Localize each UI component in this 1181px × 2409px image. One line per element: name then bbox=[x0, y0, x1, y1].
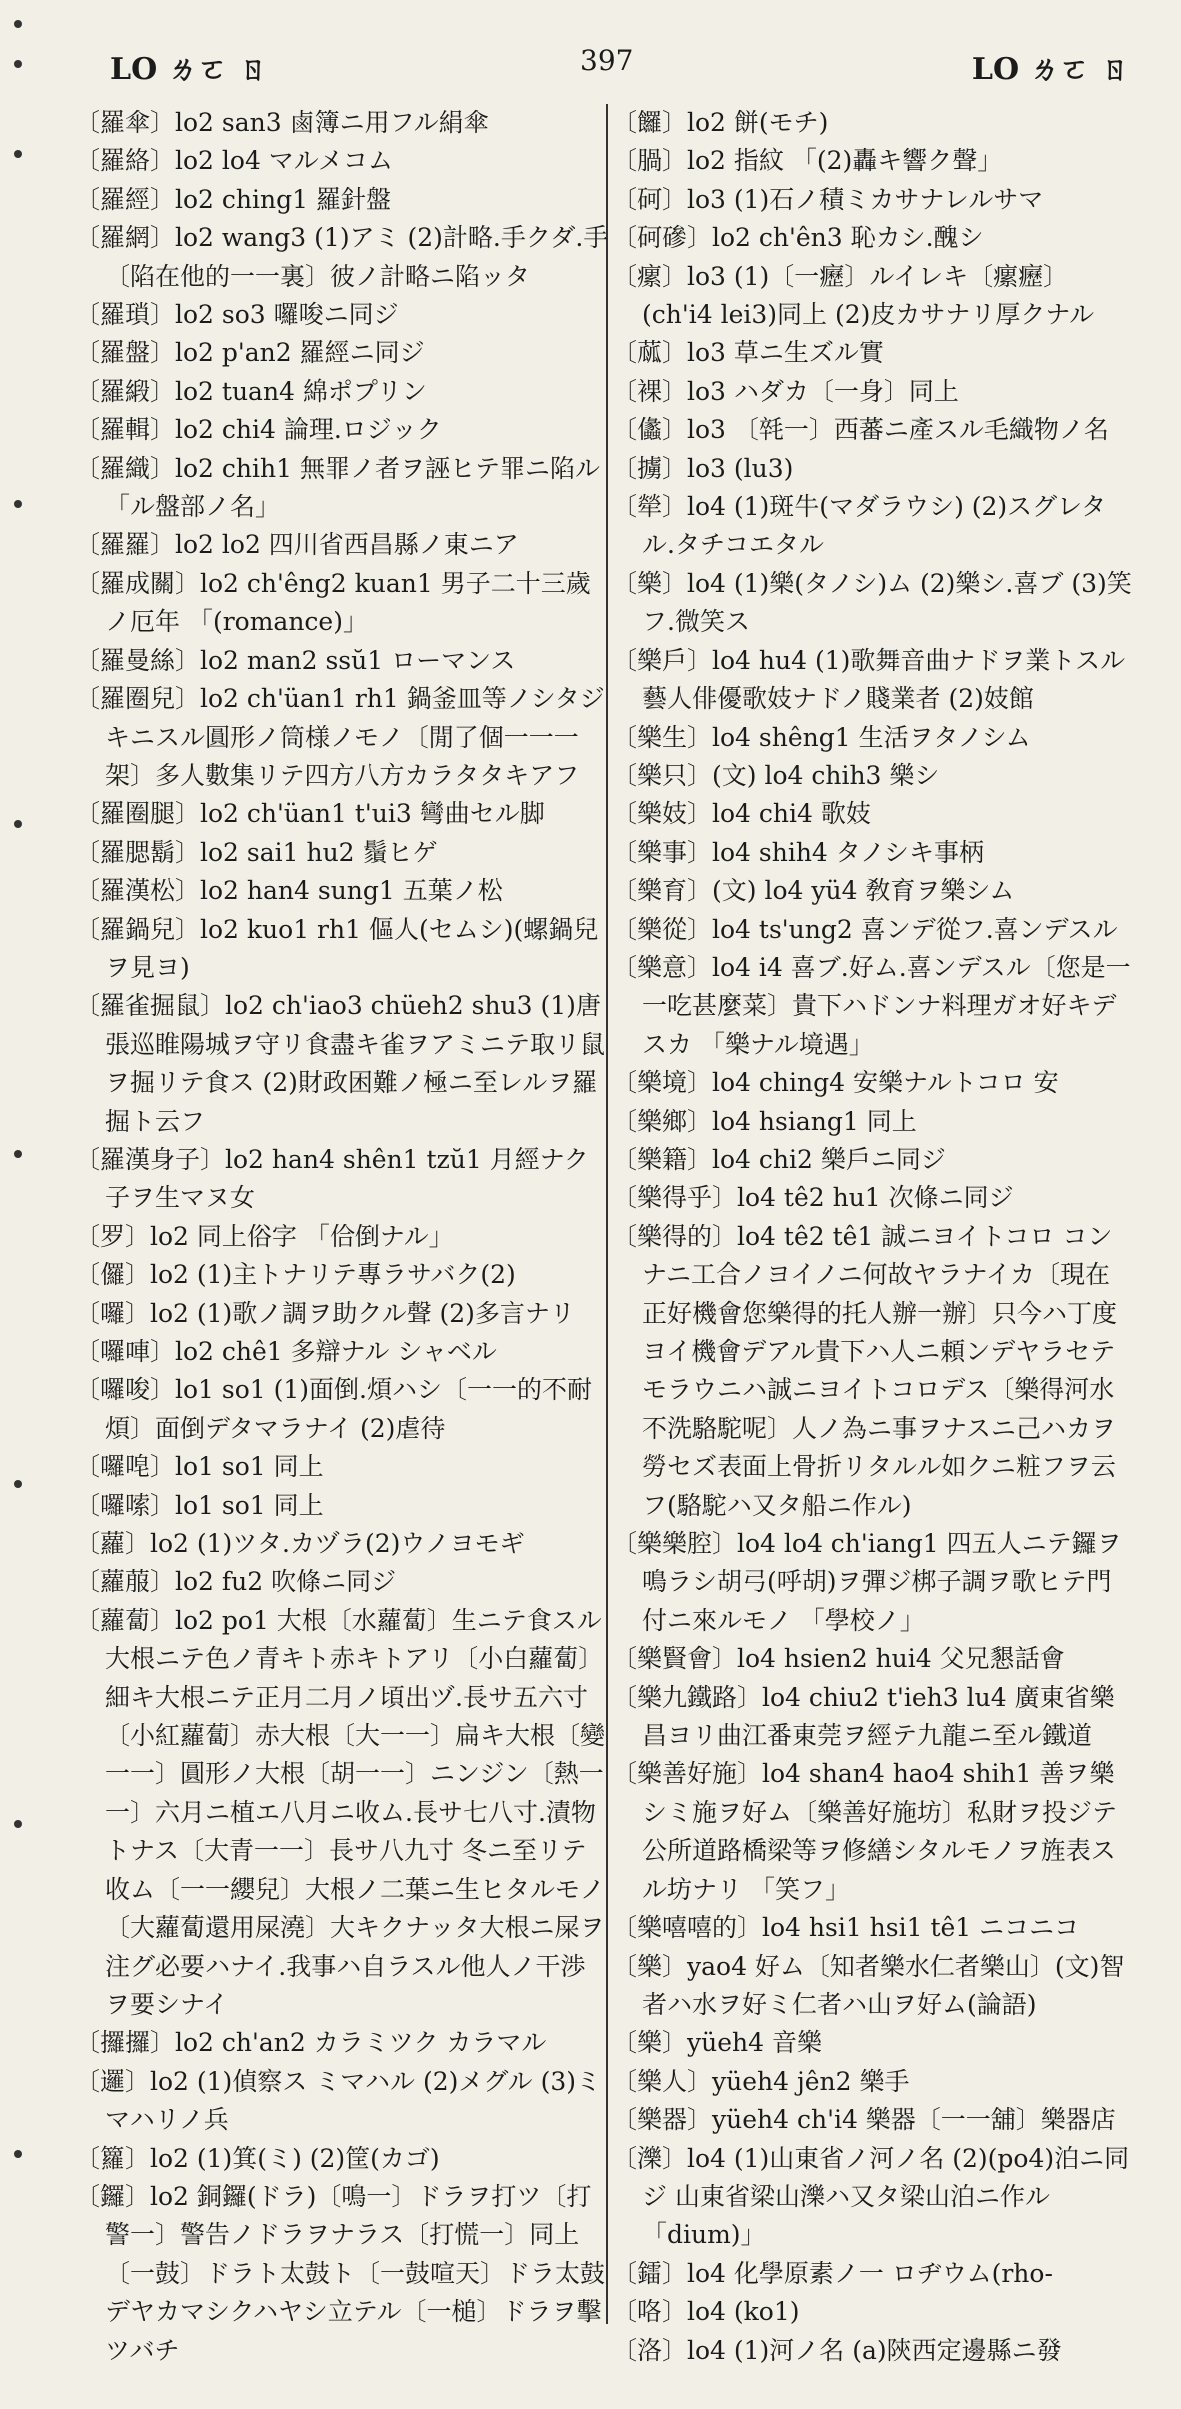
dictionary-entry: 〔羅網〕lo2 wang3 (1)アミ (2)計略.手クダ.手〔陷在他的一一裏〕彼ノ計略ニ陷ッタ bbox=[75, 223, 609, 291]
dictionary-entry: 〔羅織〕lo2 chih1 無罪ノ者ヲ誣ヒテ罪ニ陷ル 「ル盤部ノ名」 bbox=[75, 453, 600, 522]
dictionary-entry: 〔裸〕lo3 ハダカ〔一身〕同上 bbox=[612, 376, 959, 406]
dictionary-entry: 〔樂嘻嘻的〕lo4 hsi1 hsi1 tê1 ニコニコ bbox=[612, 1913, 1080, 1943]
left-column bbox=[75, 104, 610, 2370]
margin-dot bbox=[14, 2150, 22, 2158]
margin-dot bbox=[14, 60, 22, 68]
dictionary-entry: 〔羅鍋兒〕lo2 kuo1 rh1 傴人(セムシ)(螺鍋兒ヲ見ヨ) bbox=[75, 914, 599, 982]
dictionary-entry: 〔樂樂腔〕lo4 lo4 ch'iang1 四五人ニテ鑼ヲ鳴ラシ胡弓(呼胡)ヲ彈ジ梆子調ヲ歌ヒテ門付ニ來ルモノ 「學校ノ」 bbox=[612, 1529, 1122, 1635]
dictionary-entry: 〔擄〕lo3 (lu3) bbox=[612, 453, 794, 483]
dictionary-entry: 〔蘿蔔〕lo2 po1 大根〔水蘿蔔〕生ニテ食スル大根ニテ色ノ青キト赤キトアリ〔小白蘿蔔〕細キ大根ニテ正月二月ノ頃出ヅ.長サ五六寸〔小紅蘿蔔〕赤大根〔大一一〕扁キ大根〔變一一〕圓形ノ大根〔胡一一〕ニンジン〔熱一一〕六月ニ植エ八月ニ收ム.長サ七八寸.漬物トナス〔大青一一〕長サ八九寸 冬ニ至リテ收ム〔一一纓兒〕大根ノ二葉ニ生ヒタルモノ〔大蘿蔔還用屎澆〕大キクナッタ大根ニ屎ヲ注グ必要ハナイ.我事ハ自ラスル他人ノ干渉ヲ要シナイ bbox=[75, 1605, 606, 2019]
margin-dot bbox=[14, 150, 22, 158]
dictionary-entry: 〔樂籍〕lo4 chi2 樂戶ニ同ジ bbox=[612, 1144, 946, 1174]
page-header bbox=[110, 44, 1130, 88]
dictionary-entry: 〔攞攞〕lo2 ch'an2 カラミツク カラマル bbox=[75, 2028, 547, 2058]
dictionary-entry: 〔羅羅〕lo2 lo2 四川省西昌縣ノ東ニア bbox=[75, 530, 519, 560]
dictionary-entry: 〔樂事〕lo4 shih4 タノシキ事柄 bbox=[612, 837, 985, 867]
margin-dot bbox=[14, 500, 22, 508]
dictionary-entry: 〔籮〕lo2 (1)箕(ミ) (2)筐(カゴ) bbox=[75, 2143, 440, 2173]
margin-dot bbox=[14, 20, 22, 28]
dictionary-entry: 〔饠〕lo2 餅(モチ) bbox=[612, 108, 829, 137]
dictionary-entry: 〔囉唓〕lo2 chê1 多辯ナル シャベル bbox=[75, 1337, 497, 1366]
dictionary-entry: 〔羅盤〕lo2 p'an2 羅經ニ同ジ bbox=[75, 338, 425, 368]
dictionary-entry: 〔樂賢會〕lo4 hsien2 hui4 父兄懇話會 bbox=[612, 1644, 1065, 1674]
dictionary-entry: 〔羅成關〕lo2 ch'êng2 kuan1 男子二十三歲ノ厄年 「(romance)」 bbox=[75, 568, 591, 637]
dictionary-entry: 〔蓏〕lo3 草ニ生ズル實 bbox=[612, 338, 884, 368]
dictionary-entry: 〔羅絡〕lo2 lo4 マルメコム bbox=[75, 146, 394, 176]
dictionary-entry: 〔樂境〕lo4 ching4 安樂ナルトコロ 安 bbox=[612, 1068, 1059, 1098]
dictionary-entry: 〔樂〕yao4 好ム〔知者樂水仁者樂山〕(文)智者ハ水ヲ好ミ仁者ハ山ヲ好ム(論語) bbox=[612, 1951, 1125, 2019]
dictionary-entry: 〔樂九鐵路〕lo4 chiu2 t'ieh3 lu4 廣東省樂昌ヨリ曲江番東莞ヲ經テ九龍ニ至ル鐵道 bbox=[612, 1682, 1115, 1751]
dictionary-entry: 〔樂從〕lo4 ts'ung2 喜ンデ從フ.喜ンデスル bbox=[612, 914, 1118, 944]
dictionary-entry: 〔羅雀掘鼠〕lo2 ch'iao3 chüeh2 shu3 (1)唐張巡睢陽城ヲ守リ食盡キ雀ヲアミニテ取リ鼠ヲ掘リテ食ス (2)財政困難ノ極ニ至レルヲ羅掘ト云フ bbox=[75, 991, 606, 1136]
dictionary-entry: 〔囉嗦〕lo1 so1 同上 bbox=[75, 1490, 324, 1520]
dictionary-entry: 〔砢〕lo3 (1)石ノ積ミカサナレルサマ bbox=[612, 184, 1044, 214]
dictionary-entry: 〔囉唆〕lo1 so1 (1)面倒.煩ハシ〔一一的不耐煩〕面倒デタマラナイ (2)虐待 bbox=[75, 1375, 592, 1443]
dictionary-entry: 〔鑼〕lo2 銅鑼(ドラ)〔鳴一〕ドラヲ打ツ〔打警一〕警告ノドラヲナラス〔打慌一〕同上〔一鼓〕ドラト太鼓ト〔一鼓喧天〕ドラ太鼓デヤカマシクハヤシ立テル〔一槌〕ドラヲ擊ツバチ bbox=[75, 2181, 606, 2365]
dictionary-entry: 〔樂育〕(文) lo4 yü4 敎育ヲ樂シム bbox=[612, 876, 1015, 906]
dictionary-entry: 〔儸〕lo2 (1)主トナリテ專ラサバク(2) bbox=[75, 1260, 516, 1290]
dictionary-entry: 〔羅曼絲〕lo2 man2 ssŭ1 ローマンス bbox=[75, 645, 516, 675]
dictionary-entry: 〔邏〕lo2 (1)偵察ス ミマハル (2)メグル (3)ミマハリノ兵 bbox=[75, 2066, 601, 2135]
dictionary-entry: 〔鐳〕lo4 化學原素ノ一 ロヂウム(rho- bbox=[612, 2258, 1053, 2288]
dictionary-entry: 〔樂人〕yüeh4 jên2 樂手 bbox=[612, 2066, 910, 2096]
dictionary-entry: 〔囉唣〕lo1 so1 同上 bbox=[75, 1452, 324, 1482]
header-right: LO ㄌㄛ ㄖ bbox=[971, 52, 1130, 87]
page-number: 397 bbox=[580, 44, 634, 77]
dictionary-entry: 〔羅圈腿〕lo2 ch'üan1 t'ui3 彎曲セル脚 bbox=[75, 799, 545, 829]
dictionary-entry: 〔蘿菔〕lo2 fu2 吹條ニ同ジ bbox=[75, 1567, 397, 1597]
dictionary-entry: 〔砢磣〕lo2 ch'ên3 恥カシ.醜シ bbox=[612, 223, 984, 253]
margin-dot bbox=[14, 1150, 22, 1158]
dictionary-entry: 〔羅緞〕lo2 tuan4 綿ポプリン bbox=[75, 376, 427, 406]
dictionary-entry: 〔樂戶〕lo4 hu4 (1)歌舞音曲ナドヲ業トスル藝人俳優歌妓ナドノ賤業者 (2)妓館 bbox=[612, 645, 1126, 714]
dictionary-entry: 〔濼〕lo4 (1)山東省ノ河ノ名 (2)(po4)泊ニ同ジ 山東省梁山濼ハ又タ梁山泊ニ作ル 「dium)」 bbox=[612, 2143, 1130, 2250]
dictionary-entry: 〔樂只〕(文) lo4 chih3 樂シ bbox=[612, 760, 940, 790]
dictionary-entry: 〔樂鄉〕lo4 hsiang1 同上 bbox=[612, 1106, 917, 1136]
dictionary-entry: 〔樂器〕yüeh4 ch'i4 樂器〔一一舖〕樂器店 bbox=[612, 2105, 1116, 2135]
dictionary-entry: 〔樂〕lo4 (1)樂(タノシ)ム (2)樂シ.喜ブ (3)笑フ.微笑ス bbox=[612, 568, 1132, 637]
dictionary-entry: 〔羅漢松〕lo2 han4 sung1 五葉ノ松 bbox=[75, 876, 503, 906]
dictionary-entry: 〔咯〕lo4 (ko1) bbox=[612, 2297, 800, 2327]
right-column bbox=[612, 104, 1132, 2370]
dictionary-entry: 〔蘿〕lo2 (1)ツタ.カヅラ(2)ウノヨモギ bbox=[75, 1529, 525, 1559]
dictionary-entry: 〔羅漢身子〕lo2 han4 shên1 tzŭ1 月經ナク子ヲ生マヌ女 bbox=[75, 1144, 589, 1213]
dictionary-entry: 〔羅輯〕lo2 chi4 論理.ロジック bbox=[75, 415, 442, 445]
dictionary-entry: 〔樂得乎〕lo4 tê2 hu1 次條ニ同ジ bbox=[612, 1183, 1014, 1213]
dictionary-entry: 〔羅圈兒〕lo2 ch'üan1 rh1 鍋釜皿等ノシタジキニスル圓形ノ筒様ノモノ〔閒了個一一一架〕多人數集リテ四方八方カラタタキアフ bbox=[75, 684, 605, 790]
margin-dot bbox=[14, 1820, 22, 1828]
dictionary-entry: 〔罗〕lo2 同上俗字 「佮倒ナル」 bbox=[75, 1221, 454, 1251]
dictionary-entry: 〔樂〕yüeh4 音樂 bbox=[612, 2028, 822, 2058]
dictionary-entry: 〔腡〕lo2 指紋 「(2)轟キ響ク聲」 bbox=[612, 146, 1003, 176]
dictionary-entry: 〔犖〕lo4 (1)斑牛(マダラウシ) (2)スグレタル.タチコエタル bbox=[612, 492, 1107, 560]
dictionary-entry: 〔羅腮鬍〕lo2 sai1 hu2 鬚ヒゲ bbox=[75, 837, 438, 867]
dictionary-entry: 〔樂生〕lo4 shêng1 生活ヲタノシム bbox=[612, 722, 1031, 752]
dictionary-entry: 〔羅經〕lo2 ching1 羅針盤 bbox=[75, 184, 391, 214]
dictionary-entry: 〔樂意〕lo4 i4 喜ブ.好ム.喜ンデスル〔您是一一吃甚麼菜〕貴下ハドンナ料理ガオ好キデスカ 「樂ナル境遇」 bbox=[612, 952, 1131, 1059]
dictionary-entry: 〔洛〕lo4 (1)河ノ名 (a)陝西定邊縣ニ發 bbox=[612, 2335, 1062, 2365]
dictionary-entry: 〔樂善好施〕lo4 shan4 hao4 shih1 善ヲ樂シミ施ヲ好ム〔樂善好施坊〕私財ヲ投ジテ公所道路橋梁等ヲ修繕シタルモノヲ旌表スル坊ナリ 「笑フ」 bbox=[612, 1759, 1118, 1904]
margin-dot bbox=[14, 820, 22, 828]
dictionary-entry: 〔羅傘〕lo2 san3 鹵簿ニ用フル絹傘 bbox=[75, 108, 489, 137]
dictionary-entry: 〔羅瑣〕lo2 so3 囉唆ニ同ジ bbox=[75, 300, 399, 330]
dictionary-entry: 〔樂妓〕lo4 chi4 歌妓 bbox=[612, 799, 871, 829]
dictionary-entry: 〔囉〕lo2 (1)歌ノ調ヲ助クル聲 (2)多言ナリ bbox=[75, 1298, 575, 1328]
dictionary-entry: 〔樂得的〕lo4 tê2 tê1 誠ニヨイトコロ コンナニ工合ノヨイノニ何故ヤラナイカ〔現在正好機會您樂得的托人辦一辦〕只今ハ丁度ヨイ機會デアル貴下ハ人ニ頼ンデヤラセテモラウニハ誠ニヨイトコロデス〔樂得河水不洗駱駝呢〕人ノ為ニ事ヲナスニ己ハカヲ勞セズ表面上骨折リタルル如クニ粧フヲ云フ(駱駝ハ又タ船ニ作ル) bbox=[612, 1221, 1118, 1520]
margin-dot bbox=[14, 1480, 22, 1488]
dictionary-entry: 〔㒩〕lo3 〔㲞一〕西蕃ニ產スル毛織物ノ名 bbox=[612, 415, 1109, 445]
dictionary-entry: 〔瘰〕lo3 (1)〔一癧〕ルイレキ〔瘰癧〕(ch'i4 lei3)同上 (2)皮カサナリ厚クナル bbox=[612, 261, 1095, 330]
header-left: LO ㄌㄛ ㄖ bbox=[110, 52, 269, 87]
